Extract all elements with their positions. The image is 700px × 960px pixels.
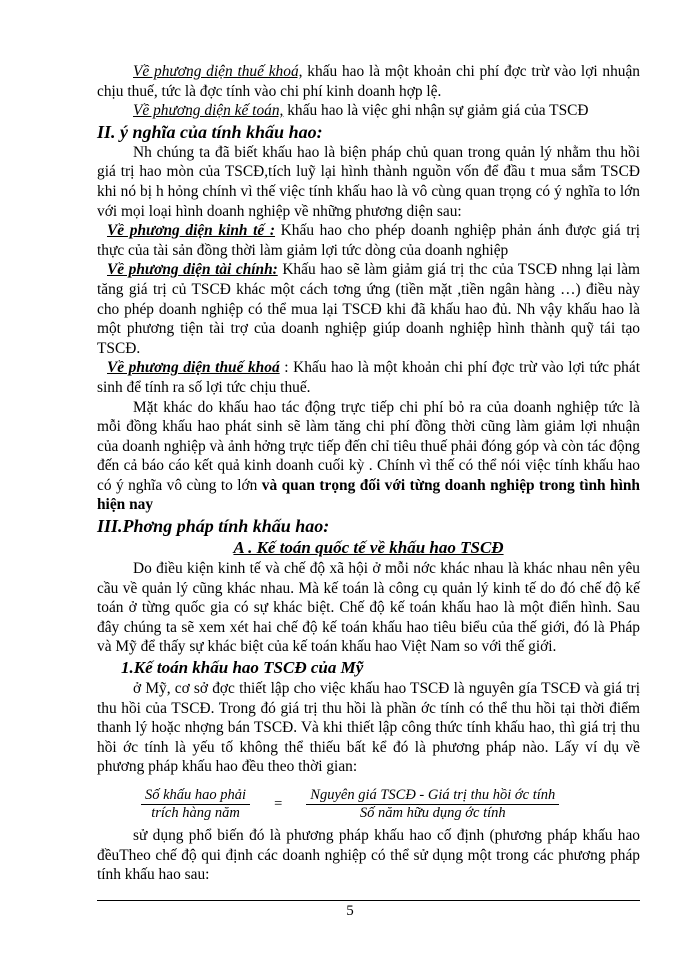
formula-denominator: Số năm hữu dụng ớc tính <box>359 805 506 821</box>
heading-iii-a-text: A . Kế toán quốc tế về khấu hao TSCĐ <box>233 538 504 558</box>
heading-ii: II. ý nghĩa của tính khấu hao: <box>97 121 323 142</box>
paragraph-accounting <box>97 101 640 121</box>
paragraph-tax <box>97 62 640 101</box>
text-impact-bold: và quan trọng đối với từng doanh nghiệp trong tình hình hiện nay <box>97 476 640 514</box>
paragraph-methods: sử dụng phổ biến đó là phương pháp khấu hao cố định (phương pháp khấu hao đềuTheo chế độ qui định các doanh nghiệp có thể sử dụng một trong các phương pháp tính khấu hao sau: <box>97 827 640 884</box>
text-tax-2: : Khấu hao là một khoản chi phí đợc trừ vào lợi tức phát sinh để tính ra số lợi tức chịu thuế. <box>97 359 640 396</box>
page-number: 5 <box>346 903 354 919</box>
label-tax: Về phương diện thuế khoá, <box>133 63 303 80</box>
text-impact: Mặt khác do khấu hao tác động trực tiếp chi phí bỏ ra của doanh nghiệp tức là mỗi đồng khấu hao phát sinh sẽ làm tăng chi phí đồng thời cũng làm giảm lợi nhuận của doanh nghiệp và ảnh hởng trực tiếp đến chỉ tiêu thuế phải đóng góp và còn tác động đến cả báo cáo kết quả kinh doanh cuối kỳ . Chính vì thế có thể nói việc tính khấu hao có ý nghĩa vô cùng to lớn <box>97 398 640 494</box>
heading-iii: III.Phơng pháp tính khấu hao: <box>97 516 330 537</box>
text-economic: Khấu hao cho phép doanh nghiệp phản ánh được giá trị thực của tài sản đồng thời làm giảm lợi tức dòng của doanh nghiệp <box>97 222 640 259</box>
heading-iii-a <box>97 537 640 559</box>
formula-numerator: Nguyên giá TSCĐ - Giá trị thu hồi ớc tính <box>306 787 559 805</box>
paragraph-international: Do điều kiện kinh tế và chế độ xã hội ở mỗi nớc khác nhau là khác nhau nên yêu cầu về quản lý cũng khác nhau. Mà kế toán là công cụ quản lý kinh tế do đó chế độ kế toán ở từng quốc gia có sự khác biệt. Chế độ kế toán khấu hao là một điển hình. Sau đây chúng ta sẽ xem xét hai chế độ kế toán khấu hao tiêu biểu của thế giới, đó là Pháp và Mỹ để thấy sự khác biệt của kế toán khấu hao Việt Nam so với thế giới. <box>97 560 640 656</box>
formula-left <box>141 787 250 822</box>
formula-right <box>306 787 559 822</box>
label-economic: Về phương diện kinh tế : <box>107 222 276 240</box>
label-financial: Về phương diện tài chính: <box>107 261 278 279</box>
depreciation-formula <box>141 787 640 822</box>
formula-left-top: Số khấu hao phải <box>141 787 250 805</box>
paragraph-intro: Nh chúng ta đã biết khấu hao là biện pháp chủ quan trong quản lý nhằm thu hồi giá trị hao mòn của TSCĐ,tích luỹ lại hình thành nguồn vốn để đầu t mua sắm TSCĐ khi nó bị h hỏng chính vì thế việc tính khấu hao là vô cùng quan trọng có ý nghĩa to lớn với mọi loại hình doanh nghiệp về những phương diện sau: <box>97 143 640 220</box>
text-tax: khấu hao là một khoản chi phí đợc trừ vào lợi nhuận chịu thuế, tức là đợc tính vào chi phí kinh doanh hợp lệ. <box>97 63 640 100</box>
paragraph-economic <box>97 221 640 260</box>
heading-usa: 1.Kế toán khấu hao TSCĐ của Mỹ <box>121 658 364 678</box>
text-financial: Khấu hao sẽ làm giảm giá trị thc của TSCĐ nhng lại làm tăng giá trị củ TSCĐ khác một cách tơng ứng (tiền mặt ,tiền ngân hàng …) điều này cho phép doanh nghiệp có thể mua lại TSCĐ khi đã khấu hao đủ. Nh vậy khấu hao là một phương tiện tài trợ của doanh nghiệp giúp doanh nghiệp hình thành quỹ tái tạo TSCĐ. <box>97 261 640 357</box>
formula-equals: = <box>274 796 283 812</box>
footer-divider <box>97 900 640 901</box>
document-page <box>97 62 640 885</box>
text-accounting: khấu hao là việc ghi nhận sự giảm giá của TSCĐ <box>283 102 589 120</box>
paragraph-tax-2 <box>97 358 640 397</box>
formula-left-bottom: trích hàng năm <box>151 805 240 821</box>
paragraph-impact <box>97 398 640 516</box>
paragraph-financial <box>97 260 640 358</box>
paragraph-usa: ở Mỹ, cơ sở đợc thiết lập cho việc khấu hao TSCĐ là nguyên gía TSCĐ và giá trị thu hồi của TSCĐ. Trong đó giá trị thu hồi là phần ớc tính có thể thu hồi tại thời điểm thanh lý hoặc nhợng bán TSCĐ. Và khi thiết lập công thức tính khấu hao, thì giá trị thu hồi ớc tính là yếu tố không thể thiếu bất kể đó là phương pháp nào. Lấy ví dụ về phương pháp khấu hao đều theo thời gian: <box>97 680 640 776</box>
label-tax-2: Về phương diện thuế khoá <box>107 359 280 377</box>
label-accounting: Về phương diện kế toán, <box>133 102 284 120</box>
